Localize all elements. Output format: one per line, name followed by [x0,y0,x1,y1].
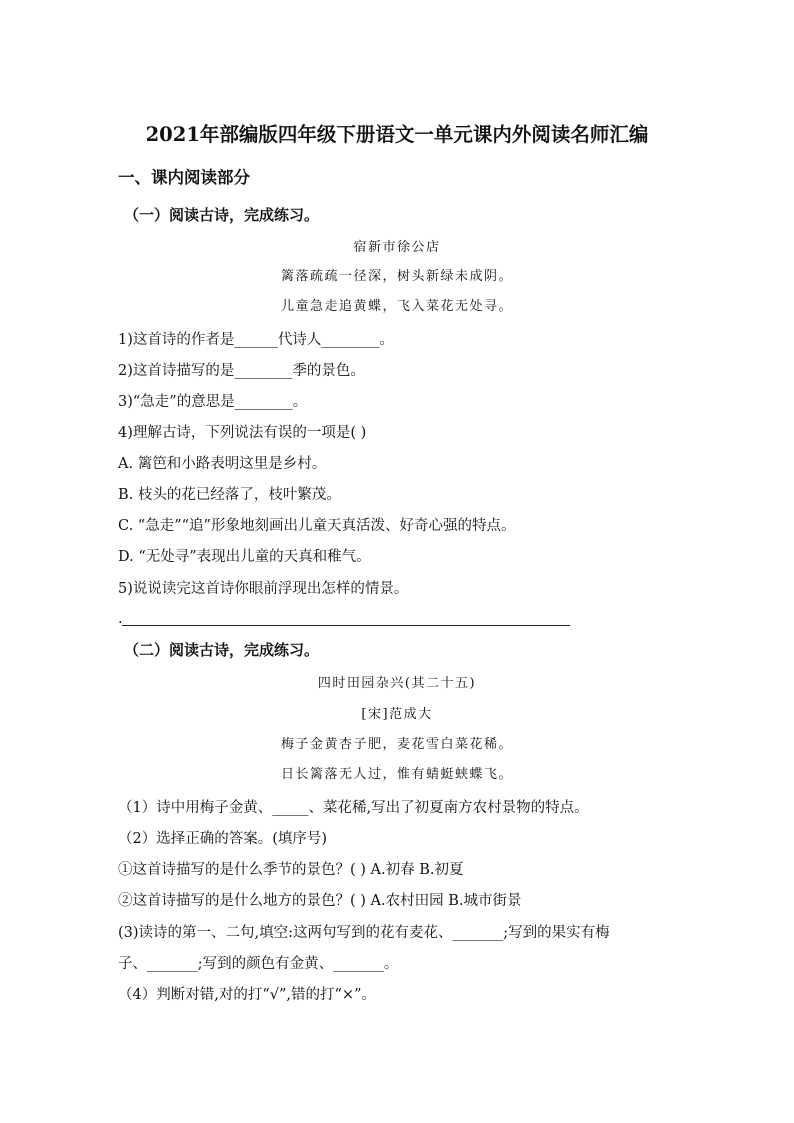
document-title: 2021年部编版四年级下册语文一单元课内外阅读名师汇编 [145,123,649,146]
answer-line-dot: . [118,611,123,627]
part1-question-1: 1)这首诗的作者是______代诗人________。 [118,332,394,348]
part1-poem-line-1: 篱落疏疏一径深，树头新绿未成阴。 [280,269,513,284]
answer-line [122,625,570,626]
part2-question-1: （1）诗中用梅子金黄、_____、菜花稀,写出了初夏南方农村景物的特点。 [118,800,589,816]
part1-question-4: 4)理解古诗，下列说法有误的一项是( ) [118,425,367,441]
part2-question-3-line-1: (3)读诗的第一、二句,填空:这两句写到的花有麦花、_______;写到的果实有梅 [118,925,610,941]
part2-poem-author: [宋]范成大 [361,707,433,722]
part1-option-d: D. “无处寻”表现出儿童的天真和稚气。 [118,549,371,565]
part1-question-5: 5)说说读完这首诗你眼前浮现出怎样的情景。 [118,581,409,597]
part2-poem-line-2: 日长篱落无人过，惟有蜻蜓蛱蝶飞。 [280,767,513,782]
part2-question-4: （4）判断对错,对的打“√”,错的打“×”。 [118,987,376,1003]
part2-question-3-line-2: 子、_______;写到的颜色有金黄、_______。 [118,956,399,972]
part2-poem-line-1: 梅子金黄杏子肥，麦花雪白菜花稀。 [280,737,513,752]
part1-question-3: 3)“急走”的意思是________。 [118,394,308,410]
part2-question-2b: ②这首诗描写的是什么地方的景色？( ) A.农村田园 B.城市街景 [118,893,522,909]
section-heading-in-class-reading: 一、课内阅读部分 [118,168,250,187]
part1-heading: （一）阅读古诗，完成练习。 [124,206,320,224]
part1-option-a: A. 篱笆和小路表明这里是乡村。 [118,456,327,472]
part2-question-2a: ①这首诗描写的是什么季节的景色？( ) A.初春 B.初夏 [118,862,464,878]
part1-poem-line-2: 儿童急走追黄蝶，飞入菜花无处寻。 [280,299,513,314]
part1-option-b: B. 枝头的花已经落了，枝叶繁茂。 [118,487,341,503]
part2-poem-title: 四时田园杂兴(其二十五) [317,676,477,691]
part2-question-2: （2）选择正确的答案。(填序号) [118,831,328,847]
part2-heading: （二）阅读古诗，完成练习。 [124,641,320,659]
part1-question-2: 2)这首诗描写的是________季的景色。 [118,363,365,379]
part1-option-c: C. “急走”“追”形象地刻画出儿童天真活泼、好奇心强的特点。 [118,518,516,534]
part1-poem-title: 宿新市徐公店 [353,240,441,255]
